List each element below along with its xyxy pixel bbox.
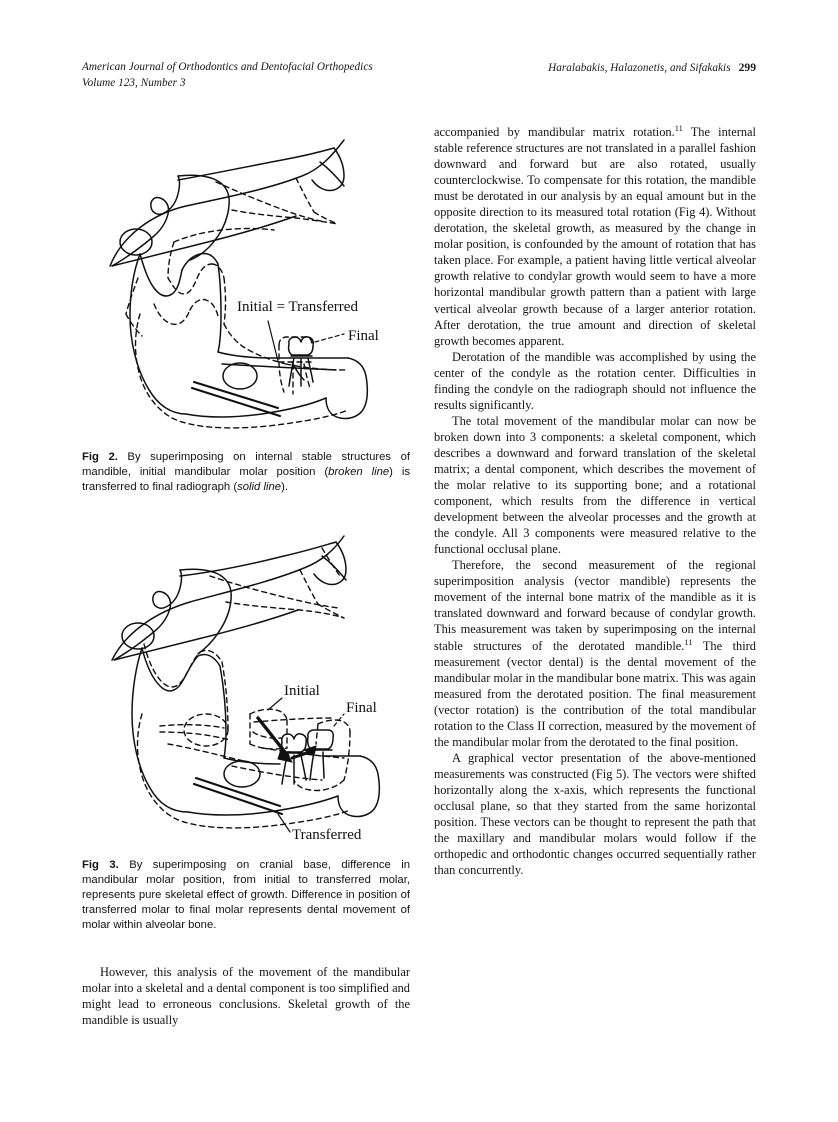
right-paragraph-1-text-b: The internal stable reference structures are not translated in a parallel fashion downward and forward but are also rotated, usually counterclockwise. To compensate for this rotation, the mandible must be derotated in our analysis by an equal amount but in the opposite direction to its measured total rotation (Fig 4). Without derotation, the skeletal growth, as measured by the change in molar position, is confounded by the amount of rotation that has taken place. For example, a patient having little vertical alveolar growth relative to condylar growth would seem to have a more horizontal mandibular growth pattern than a patient with large vertical alveolar growth because of a larger anterior rotation. After derotation, the true amount and direction of skeletal growth becomes apparent. — [434, 125, 756, 348]
figure-2-caption — [82, 450, 410, 496]
figure-3-label-transferred: Transferred — [292, 826, 362, 843]
running-head — [82, 60, 756, 96]
figure-3 — [82, 518, 410, 934]
left-paragraph-1: However, this analysis of the movement of the mandibular molar into a skeletal and a dental component is too simplified and might lead to erroneous conclusions. Skeletal growth of the mandible is usually — [82, 964, 410, 1027]
running-head-journal — [82, 60, 373, 91]
right-column — [434, 124, 756, 878]
figure-2-label-initial-transferred: Initial = Transferred — [237, 299, 358, 315]
citation-ref-11-a: 11 — [674, 122, 683, 133]
figure-3-caption-label: Fig 3. — [82, 858, 119, 871]
figure-2-caption-italic-broken-line: broken line — [328, 466, 390, 479]
figure-3-caption-text: By superimposing on cranial base, difference in mandibular molar position, from initial to transferred molar, represents pure skeletal effect of growth. Difference in position of transferred molar to final molar represents dental movement of molar within alveolar bone. — [82, 858, 410, 932]
journal-title: American Journal of Orthodontics and Dentofacial Orthopedics — [82, 61, 373, 73]
figure-2-caption-label: Fig 2. — [82, 451, 118, 463]
figure-2-label-final: Final — [348, 328, 379, 344]
figure-3-tracing — [82, 518, 410, 844]
right-paragraph-3: The total movement of the mandibular molar can now be broken down into 3 components: a skeletal component, which describes a downward and forward translation of the skeletal matrix; a dental component, which describes the movement of the molar relative to its supporting bone; and a rotational component, which results from the difference in vertical development between the alveolar processes and the growth at the condyle. All 3 components were measured relative to the functional occlusal plane. — [434, 413, 756, 557]
figure-3-label-final: Final — [346, 699, 377, 716]
page-number: 299 — [738, 61, 756, 74]
right-column-body — [434, 124, 756, 878]
right-paragraph-5: A graphical vector presentation of the above-mentioned measurements was constructed (Fig 5). The vectors were shifted horizontally along the x-axis, which represents the functional occlusal plane, so that they started from the same horizontal position. These vectors can be thought to represent the path that the maxillary and mandibular molars would follow if the orthopedic and orthodontic changes occurred sequentially rather than concurrently. — [434, 750, 756, 878]
right-paragraph-4-text-b: The third measurement (vector dental) is the dental movement of the mandibular molar in the mandibular bone matrix. This was again measured from the derotated position. The final measurement (vector rotation) is the contribution of the total mandibular rotation to the Class II correction, measured by the movement of the mandibular molar from the derotated to the final position. — [434, 638, 757, 749]
right-paragraph-4 — [434, 557, 756, 750]
right-paragraph-4-text-a: Therefore, the second measurement of the regional superimposition analysis (vector mandible) represents the movement of the internal bone matrix of the mandible as it is translated downward and forward because of condylar growth. This measurement was taken by superimposing on the internal stable structures of the derotated mandible. — [434, 558, 756, 653]
running-head-authors: Haralabakis, Halazonetis, and Sifakakis — [548, 62, 731, 74]
citation-ref-11-b: 11 — [684, 636, 693, 647]
left-column — [82, 118, 410, 1028]
figure-3-caption — [82, 858, 410, 934]
figure-3-label-initial: Initial — [284, 682, 320, 699]
right-paragraph-1-text-a: accompanied by mandibular matrix rotation. — [434, 125, 675, 139]
figure-2-caption-text-a: By superimposing on internal stable structures of mandible, initial mandibular molar position ( — [82, 451, 410, 479]
left-column-body — [82, 964, 410, 1028]
figure-2-caption-text-b: ) is transferred to final radiograph ( — [82, 466, 411, 494]
running-head-authors-page — [548, 60, 756, 77]
right-paragraph-2: Derotation of the mandible was accomplished by using the center of the condyle as the rotation center. Difficulties in finding the condyle on the radiograph should not influence the results significantly. — [434, 349, 756, 412]
journal-volume: Volume 123, Number 3 — [82, 76, 186, 89]
figure-2-caption-italic-solid-line: solid line — [237, 481, 282, 494]
figure-2-tracing — [82, 118, 410, 436]
figure-2 — [82, 118, 410, 496]
figure-2-caption-text-c: ). — [281, 481, 288, 494]
right-paragraph-1 — [434, 124, 756, 349]
